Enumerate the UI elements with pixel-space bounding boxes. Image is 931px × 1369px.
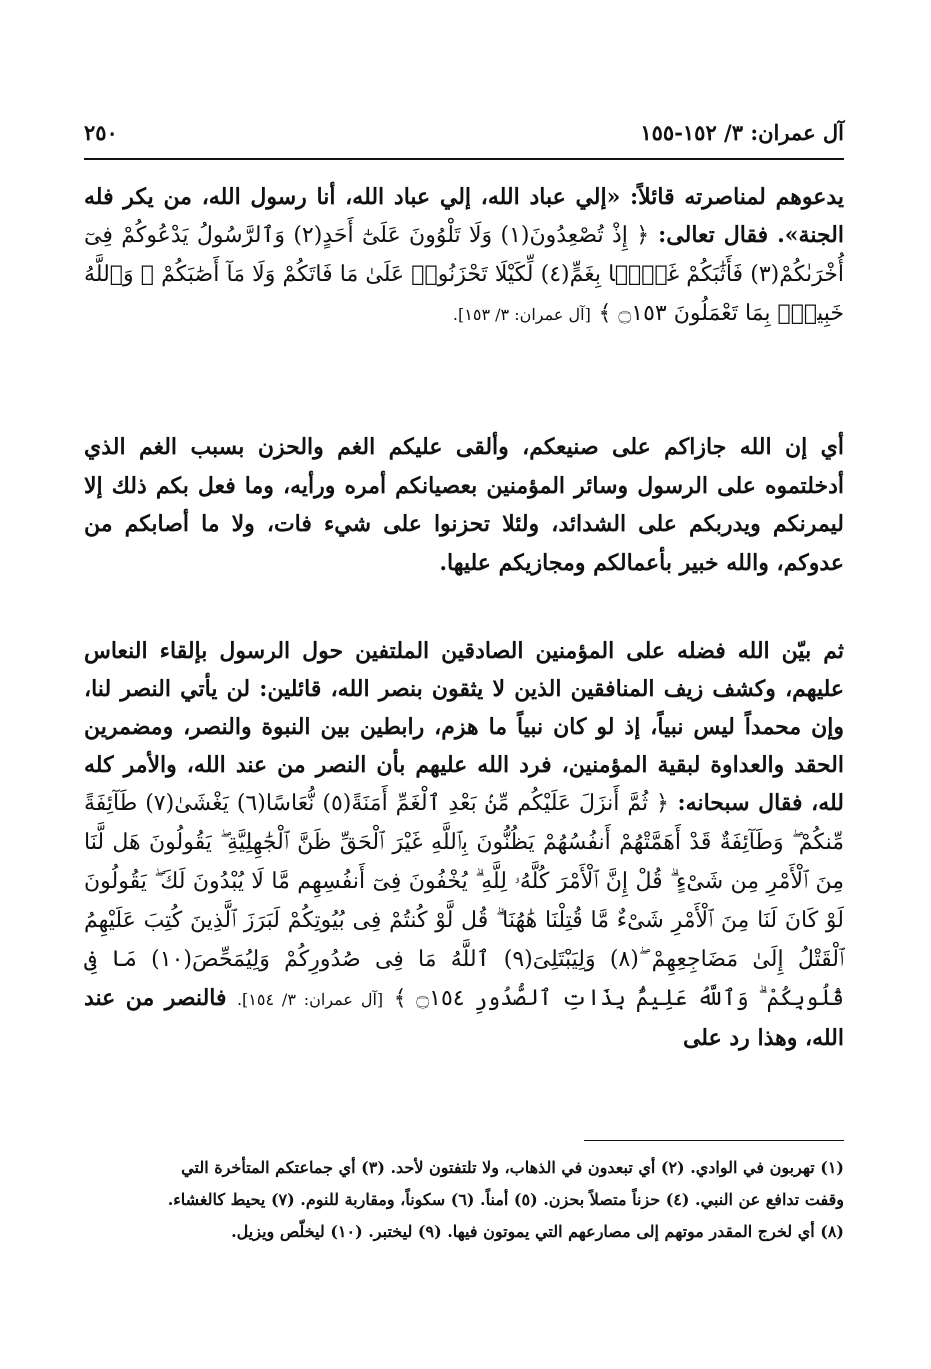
running-title: آل عمران: ٣/ ١٥٢-١٥٥	[640, 119, 844, 145]
footnote-rule	[584, 1140, 844, 1141]
paragraph-3-text: ثم بيّن الله فضله على المؤمنين الصادقين الملتفين حول الرسول بإلقاء النعاس عليهم، وكشف زيف المنافقين الذين لا يثقون بنصر الله، قائلين: لن يأتي النصر لنا، وإن محمداً ليس نبياً، إذ لو كان نبياً ما هزم، رابطين بين النبوة والنصر، ومضمرين الحقد والعداوة لبقية المؤمنين، فرد الله عليهم بأن النصر من عند الله، والأمر كله لله، فقال سبحانه:	[84, 638, 845, 816]
footnotes	[84, 1152, 844, 1248]
verse-154-reference: [آل عمران: ٣/ ١٥٤].	[236, 990, 384, 1009]
verse-153-reference: [آل عمران: ٣/ ١٥٣].	[452, 305, 591, 324]
footnote-line: وقفت تدافع عن النبي. (٤) حزناً متصلاً بحزن. (٥) أمناً. (٦) سكوناً، ومقاربة للنوم. (٧) يحيط كالغشاء.	[167, 1190, 844, 1209]
footnote-line: (٨) أي لخرج المقدر موتهم إلى مصارعهم التي يموتون فيها. (٩) ليختبر. (١٠) ليخلّص ويزيل.	[231, 1222, 844, 1241]
verse-154: ﴿ ثُمَّ أَنزَلَ عَلَيْكُم مِّنۢ بَعْدِ ٱلْغَمِّ أَمَنَةً(٥) نُّعَاسًا(٦) يَغْشَىٰ(٧) طَآئِفَةً مِّنكُمْ ۖ وَطَآئِفَةٌ قَدْ أَهَمَّتْهُمْ أَنفُسُهُمْ يَظُنُّونَ بِٱللَّهِ غَيْرَ ٱلْحَقِّ ظَنَّ ٱلْجَٰهِلِيَّةِ ۖ يَقُولُونَ هَل لَّنَا مِنَ ٱلْأَمْرِ مِن شَىْءٍ ۗ قُلْ إِنَّ ٱلْأَمْرَ كُلَّهُۥ لِلَّهِ ۗ يُخْفُونَ فِىٓ أَنفُسِهِم مَّا لَا يُبْدُونَ لَكَ ۖ يَقُولُونَ لَوْ كَانَ لَنَا مِنَ ٱلْأَمْرِ شَىْءٌ مَّا قُتِلْنَا هَٰهُنَا ۗ قُل لَّوْ كُنتُمْ فِى بُيُوتِكُمْ لَبَرَزَ ٱلَّذِينَ كُتِبَ عَلَيْهِمُ ٱلْقَتْلُ إِلَىٰ مَضَاجِعِهِمْ ۖ(٨) وَلِيَبْتَلِىَ(٩) ٱللَّهُ مَا فِى صُدُورِكُمْ وَلِيُمَحِّصَ(١٠) مَا فِى قُلُوبِكُمْ ۗ وَٱللَّهُ عَلِيمٌۢ بِذَاتِ ٱلصُّدُورِ ۝١٥٤ ﴾	[84, 791, 845, 1011]
footnote-line: (١) تهربون في الوادي. (٢) أي تبعدون في الذهاب، ولا تلتفتون لأحد. (٣) أي جماعتكم المتأخرة التي	[181, 1158, 844, 1177]
paragraph-1-text: يدعوهم لمناصرته قائلاً: «إلي عباد الله، إلي عباد الله، أنا رسول الله، من يكر فله الجنة». فقال تعالى:	[84, 184, 844, 248]
page-header	[84, 112, 844, 152]
paragraph-1	[84, 178, 844, 334]
verse-153: ﴿ إِذْ تُصْعِدُونَ(١) وَلَا تَلْوُونَ عَلَىٰٓ أَحَدٍ(٢) وَٱلرَّسُولُ يَدْعُوكُمْ فِىٓ أُخْرَىٰكُمْ(٣) فَأَثَٰبَكُمْ غَمًّۢا بِغَمٍّ(٤) لِّكَيْلَا تَحْزَنُوا۟ عَلَىٰ مَا فَاتَكُمْ وَلَا مَآ أَصَٰبَكُمْ ۗ وَٱللَّهُ خَبِيرٌۢ بِمَا تَعْمَلُونَ ۝١٥٣ ﴾	[84, 223, 845, 326]
paragraph-3-tail: فالنصر من عند الله، وهذا رد على	[84, 985, 844, 1051]
paragraph-2: أي إن الله جازاكم على صنيعكم، وألقى عليكم الغم والحزن بسبب الغم الذي أدخلتموه على الرسول وسائر المؤمنين بعصيانكم أمره ورأيه، وما فعل بكم ذلك إلا ليمرنكم ويدربكم على الشدائد، ولئلا تحزنوا على شيء فات، ولا ما أصابكم من عدوكم، والله خبير بأعمالكم ومجازيكم عليها.	[84, 434, 844, 576]
page-number: ٢٥٠	[84, 119, 118, 145]
paragraph-3	[84, 632, 844, 1057]
header-rule	[84, 158, 844, 160]
